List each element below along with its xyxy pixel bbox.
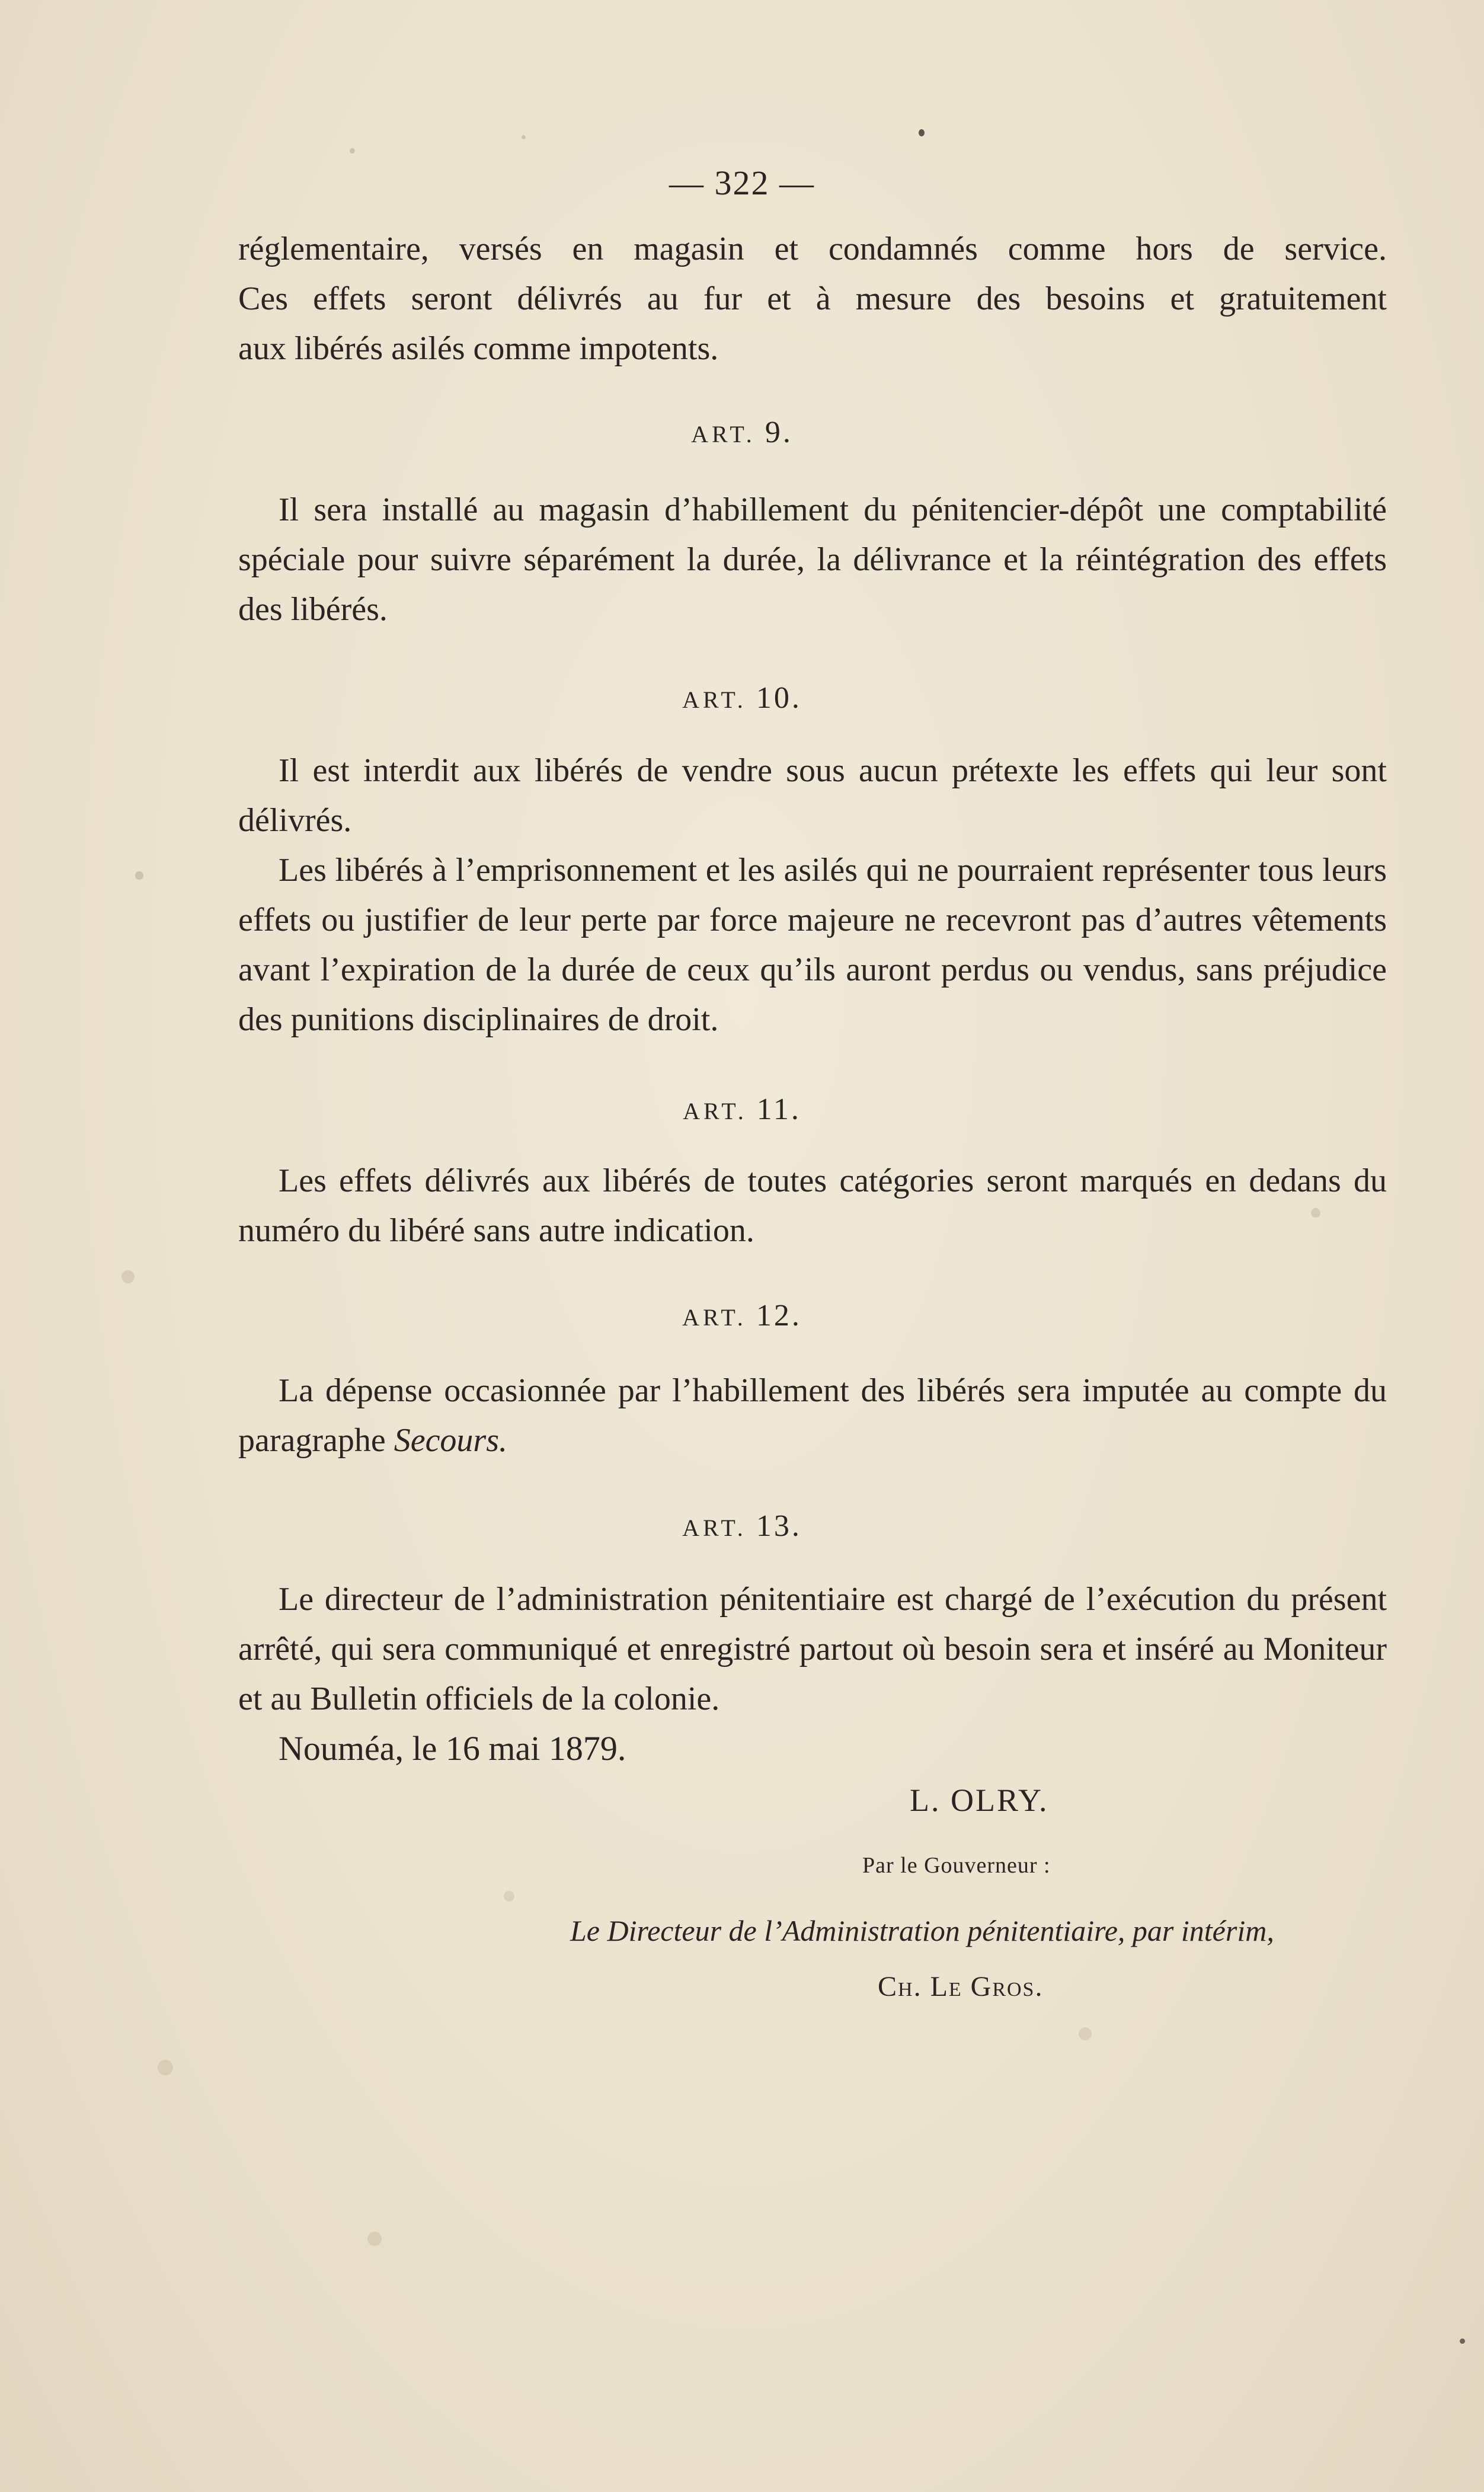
article-12-italic-term: Secours. <box>394 1422 508 1459</box>
director-title: Le Directeur de l’Administration pénitentiaire, par intérim, <box>570 1914 1274 1947</box>
article-11-body <box>238 1156 1387 1255</box>
paper-speck <box>504 1891 514 1902</box>
article-number: 13. <box>756 1509 802 1543</box>
paper-speck <box>367 2232 382 2246</box>
article-13-body <box>238 1574 1387 1774</box>
article-label: ART. <box>682 1304 747 1331</box>
article-13-heading <box>0 1509 1484 1544</box>
article-label: ART. <box>682 1515 747 1541</box>
article-number: 10. <box>756 681 802 715</box>
director-name: Ch. Le Gros. <box>878 1971 1044 2002</box>
article-12-heading <box>0 1298 1484 1333</box>
continuation-line-2: Ces effets seront délivrés au fur et à mesure des besoins et gratuitement <box>238 280 1387 317</box>
article-number: 12. <box>756 1299 802 1333</box>
paper-speck <box>1079 2027 1092 2040</box>
article-number: 9. <box>765 416 793 449</box>
article-10-paragraph-2: Les libérés à l’emprisonnement et les asilés qui ne pourraient représenter tous leurs effets ou justifier de leur perte par force majeure ne recevront pas d’autres vêtements avant l’expiration de la durée de ceux qu’ils auront perdus ou vendus, sans préjudice des punitions disciplinaires de droit. <box>238 852 1387 1038</box>
article-12-body <box>238 1366 1387 1465</box>
paper-speck <box>350 148 355 154</box>
continuation-line-3: aux libérés asilés comme impotents. <box>238 330 719 367</box>
by-governor-line: Par le Gouverneur : <box>862 1853 1051 1878</box>
article-8-continuation <box>238 224 1387 373</box>
paper-speck <box>121 1270 135 1283</box>
article-11-paragraph: Les effets délivrés aux libérés de toutes catégories seront marqués en dedans du numéro du libéré sans autre indication. <box>238 1162 1387 1249</box>
article-9-heading <box>0 415 1484 450</box>
place-date-line: Nouméa, le 16 mai 1879. <box>279 1729 626 1768</box>
paper-speck <box>158 2060 173 2075</box>
signatory-name: L. OLRY. <box>910 1782 1049 1818</box>
article-label: ART. <box>691 421 756 448</box>
paper-speck <box>135 871 143 880</box>
article-label: ART. <box>683 1098 747 1124</box>
article-11-heading <box>0 1092 1484 1127</box>
article-13-paragraph: Le directeur de l’administration pénitentiaire est chargé de l’exécution du présent arrêté, qui sera communiqué et enregistré partout où besoin sera et inséré au Moniteur et au Bulletin officiels de la colonie. <box>238 1581 1387 1717</box>
article-9-paragraph: Il sera installé au magasin d’habillement du pénitencier-dépôt une comptabilité spéciale pour suivre séparément la durée, la délivrance et la réintégration des effets des libérés. <box>238 491 1387 628</box>
page-number: — 322 — <box>669 164 815 202</box>
article-number: 11. <box>756 1092 801 1126</box>
article-10-body <box>238 746 1387 1044</box>
article-10-heading <box>0 680 1484 715</box>
article-9-body <box>238 485 1387 634</box>
article-12-paragraph <box>238 1366 1387 1465</box>
article-12-text: La dépense occasionnée par l’habillement des libérés sera imputée au compte du paragraphe <box>238 1372 1387 1459</box>
paper-speck <box>522 135 526 139</box>
article-10-paragraph-1: Il est interdit aux libérés de vendre sous aucun prétexte les effets qui leur sont délivrés. <box>238 752 1387 839</box>
paper-speck <box>1460 2338 1465 2344</box>
paper-speck <box>919 129 925 136</box>
continuation-line-1: réglementaire, versés en magasin et condamnés comme hors de service. <box>238 231 1387 267</box>
article-label: ART. <box>682 686 747 713</box>
